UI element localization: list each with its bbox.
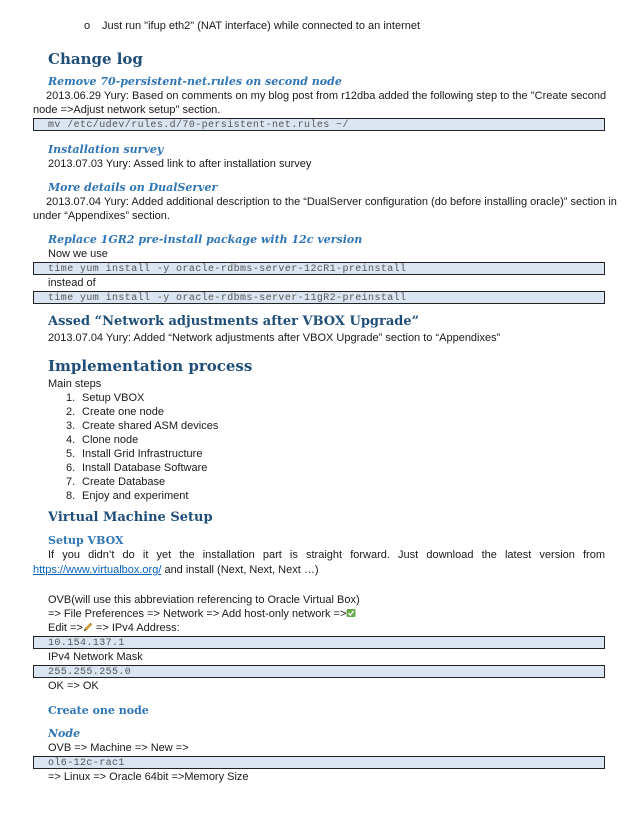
code-block: ol6-12c-rac1 xyxy=(33,756,605,769)
changelog-entry-title: Installation survey xyxy=(48,143,164,156)
changelog-entry-text: node =>Adjust network setup" section. xyxy=(33,104,221,116)
list-item: 8. Enjoy and experiment xyxy=(66,490,189,502)
changelog-entry-text: instead of xyxy=(48,277,96,289)
list-item: 6. Install Database Software xyxy=(66,462,208,474)
code-block: 10.154.137.1 xyxy=(33,636,605,649)
changelog-entry-title: Assed “Network adjustments after VBOX Upgrade” xyxy=(48,314,420,329)
list-item: 7. Create Database xyxy=(66,476,166,488)
list-item: 5. Install Grid Infrastructure xyxy=(66,448,203,460)
paragraph-text: => File Preferences => Network => Add host-only network => xyxy=(48,607,356,621)
list-item: 1. Setup VBOX xyxy=(66,392,145,404)
create-node-heading: Create one node xyxy=(48,704,149,717)
implementation-heading: Implementation process xyxy=(48,357,253,375)
paragraph-text: IPv4 Network Mask xyxy=(48,651,143,663)
paragraph-text: https://www.virtualbox.org/ and install (Next, Next, Next …) xyxy=(33,564,319,576)
changelog-entry-text: 2013.07.04 Yury: Added additional description to the “DualServer configuration (do before installing oracle)” section in xyxy=(46,196,617,208)
paragraph-text: Edit => => IPv4 Address: xyxy=(48,622,180,634)
changelog-entry-text: 2013.06.29 Yury: Based on comments on my blog post from r12dba added the following step to the "Create second xyxy=(46,90,607,102)
changelog-entry-text: 2013.07.04 Yury: Added “Network adjustments after VBOX Upgrade” section to “Appendixes” xyxy=(48,332,501,344)
list-item: 2. Create one node xyxy=(66,406,164,418)
paragraph-text: OVB => Machine => New => xyxy=(48,742,189,754)
code-block: 255.255.255.0 xyxy=(33,665,605,678)
virtualbox-link[interactable]: https://www.virtualbox.org/ xyxy=(33,564,162,576)
changelog-entry-title: Remove 70-persistent-net.rules on second node xyxy=(48,75,342,88)
changelog-entry-text: Now we use xyxy=(48,248,108,260)
changelog-heading: Change log xyxy=(48,50,143,68)
paragraph-text: => Linux => Oracle 64bit =>Memory Size xyxy=(48,771,249,783)
paragraph-text: OVB(will use this abbreviation referencing to Oracle Virtual Box) xyxy=(48,594,360,606)
list-item: 4. Clone node xyxy=(66,434,139,446)
bullet-text: Just run "ifup eth2" (NAT interface) while connected to an internet xyxy=(102,20,421,32)
changelog-entry-text: 2013.07.03 Yury: Assed link to after installation survey xyxy=(48,158,312,170)
paragraph-text: OK => OK xyxy=(48,680,99,692)
edit-pencil-icon xyxy=(83,622,93,632)
implementation-intro: Main steps xyxy=(48,378,102,390)
vm-heading: Virtual Machine Setup xyxy=(48,510,213,525)
host-network-icon xyxy=(346,608,356,618)
code-block: time yum install -y oracle-rdbms-server-12cR1-preinstall xyxy=(33,262,605,275)
list-item: 3. Create shared ASM devices xyxy=(66,420,219,432)
paragraph-text: If you didn’t do it yet the installation part is straight forward. Just download the latest version from xyxy=(48,549,605,561)
changelog-entry-title: Replace 1GR2 pre-install package with 12c version xyxy=(48,233,363,246)
node-heading: Node xyxy=(48,727,81,740)
code-block: time yum install -y oracle-rdbms-server-11gR2-preinstall xyxy=(33,291,605,304)
changelog-entry-title: More details on DualServer xyxy=(48,181,218,194)
setup-vbox-heading: Setup VBOX xyxy=(48,534,124,547)
bullet-marker: o xyxy=(84,20,91,32)
code-block: mv /etc/udev/rules.d/70-persistent-net.rules ~/ xyxy=(33,118,605,131)
changelog-entry-text: under “Appendixes” section. xyxy=(33,210,170,222)
